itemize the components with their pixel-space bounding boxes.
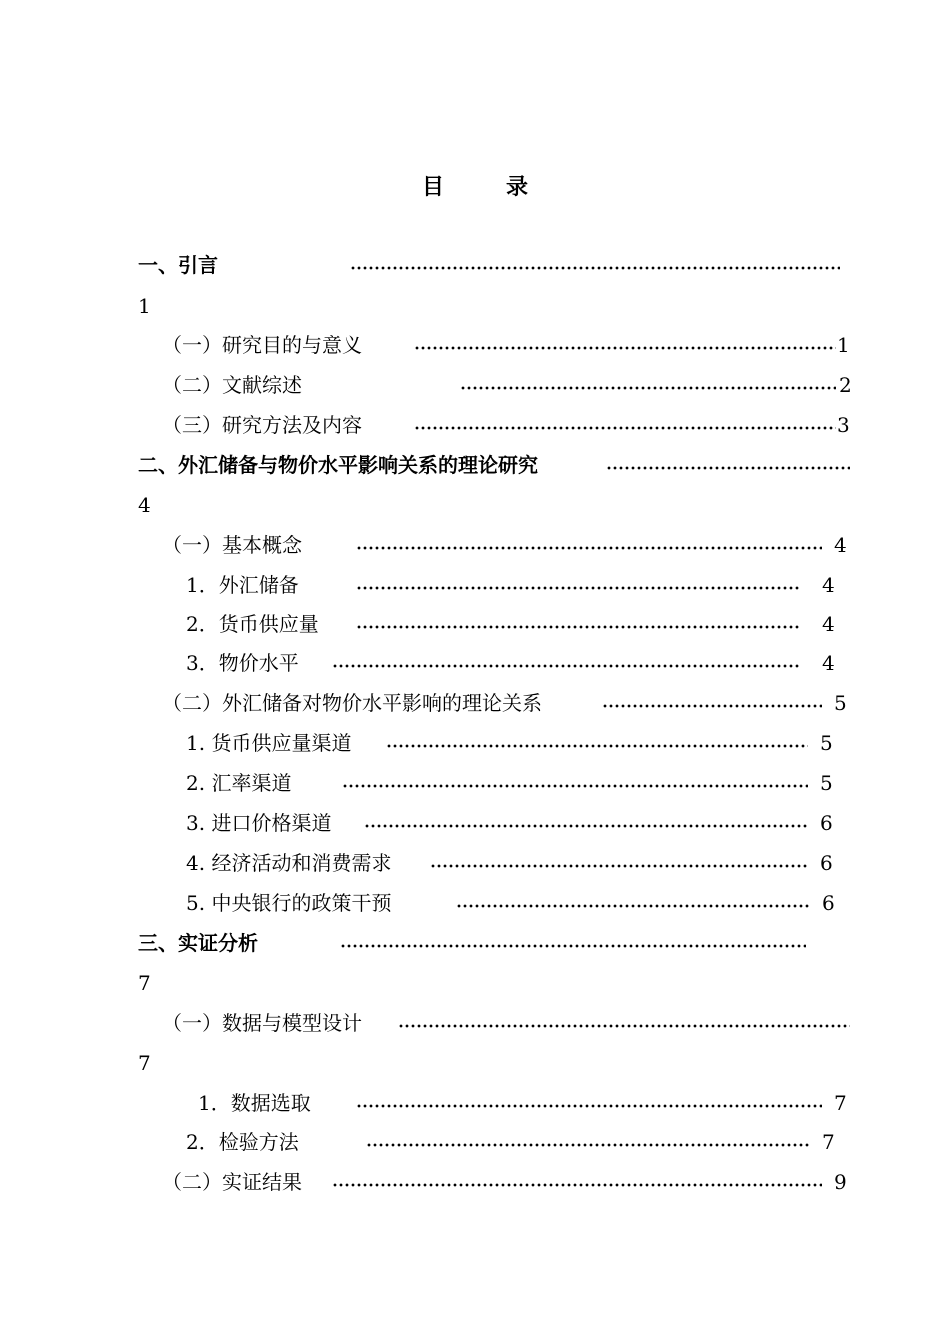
- toc-entry-methods[interactable]: [162, 410, 862, 440]
- toc-entry-page-wrapped: 7: [138, 1051, 151, 1075]
- toc-entry-page-wrapped: 4: [138, 493, 151, 517]
- leader-dots: [356, 530, 822, 560]
- toc-entry-label: 2. 汇率渠道: [186, 771, 292, 795]
- toc-entry-label: （二）实证结果: [162, 1170, 302, 1194]
- toc-entry-label: （三）研究方法及内容: [162, 413, 362, 437]
- leader-dots: [398, 1008, 850, 1038]
- toc-entry-channel-money[interactable]: [186, 728, 846, 758]
- toc-entry-page: 5: [820, 731, 833, 755]
- leader-dots: [350, 250, 840, 280]
- toc-entry-label: （二）外汇储备对物价水平影响的理论关系: [162, 691, 542, 715]
- leader-dots: [414, 410, 836, 440]
- toc-entry-page: 4: [834, 533, 847, 557]
- toc-entry-page: 6: [820, 851, 833, 875]
- toc-entry-literature[interactable]: [162, 370, 862, 400]
- toc-entry-page: 5: [834, 691, 847, 715]
- toc-title-char-2: 录: [506, 175, 529, 200]
- leader-dots: [364, 808, 808, 838]
- toc-entry-label: 2．货币供应量: [186, 612, 319, 636]
- toc-entry-page: 4: [822, 612, 835, 636]
- toc-entry-page: 3: [837, 413, 850, 437]
- leader-dots: [342, 768, 808, 798]
- toc-entry-page: 9: [834, 1170, 847, 1194]
- toc-entry-label: （二）文献综述: [162, 373, 302, 397]
- toc-entry-page: 5: [820, 771, 833, 795]
- toc-entry-label: 4. 经济活动和消费需求: [186, 851, 392, 875]
- toc-title: [0, 170, 950, 201]
- toc-entry-label: 三、实证分析: [138, 931, 258, 955]
- toc-entry-data-selection[interactable]: [198, 1088, 858, 1118]
- leader-dots: [414, 330, 836, 360]
- leader-dots: [356, 570, 800, 600]
- toc-entry-label: 1．外汇储备: [186, 573, 299, 597]
- leader-dots: [386, 728, 808, 758]
- toc-entry-channel-import[interactable]: [186, 808, 846, 838]
- toc-entry-fx-reserve[interactable]: [186, 570, 846, 600]
- toc-entry-label: （一）基本概念: [162, 533, 302, 557]
- toc-entry-label: 3．物价水平: [186, 651, 299, 675]
- toc-entry-test-method[interactable]: [186, 1127, 846, 1157]
- leader-dots: [332, 648, 800, 678]
- toc-entry-label: 3. 进口价格渠道: [186, 811, 332, 835]
- toc-entry-label: 5. 中央银行的政策干预: [186, 891, 392, 915]
- leader-dots: [340, 928, 806, 958]
- leader-dots: [606, 450, 850, 480]
- toc-entry-page: 6: [820, 811, 833, 835]
- toc-entry-channel-demand[interactable]: [186, 848, 846, 878]
- toc-entry-purpose[interactable]: [162, 330, 862, 360]
- toc-entry-theory[interactable]: [138, 450, 858, 480]
- toc-entry-label: 1．数据选取: [198, 1091, 311, 1115]
- toc-entry-channel-fx[interactable]: [186, 768, 846, 798]
- toc-entry-page-wrapped: 7: [138, 971, 151, 995]
- toc-entry-label: 1. 货币供应量渠道: [186, 731, 352, 755]
- leader-dots: [602, 688, 822, 718]
- leader-dots: [356, 609, 800, 639]
- toc-entry-page: 6: [822, 891, 835, 915]
- toc-entry-page: 1: [837, 333, 850, 357]
- toc-entry-label: 一、引言: [138, 253, 218, 277]
- leader-dots: [456, 888, 810, 918]
- toc-entry-label: 二、外汇储备与物价水平影响关系的理论研究: [138, 453, 538, 477]
- leader-dots: [366, 1127, 810, 1157]
- toc-entry-label: （一）数据与模型设计: [162, 1011, 362, 1035]
- toc-entry-results[interactable]: [162, 1167, 862, 1197]
- leader-dots: [356, 1088, 822, 1118]
- toc-entry-page: 4: [822, 651, 835, 675]
- toc-title-char-1: 目: [421, 175, 444, 200]
- toc-entry-page-wrapped: 1: [138, 294, 151, 318]
- leader-dots: [332, 1167, 822, 1197]
- toc-entry-page: 4: [822, 573, 835, 597]
- toc-entry-money-supply[interactable]: [186, 609, 846, 639]
- toc-entry-theory-relation[interactable]: [162, 688, 862, 718]
- toc-entry-channel-policy[interactable]: [186, 888, 846, 918]
- toc-entry-intro[interactable]: [138, 250, 858, 280]
- toc-entry-empirical[interactable]: [138, 928, 858, 958]
- toc-entry-page: 7: [834, 1091, 847, 1115]
- toc-entry-page: 2: [839, 373, 852, 397]
- toc-entry-label: 2．检验方法: [186, 1130, 299, 1154]
- leader-dots: [430, 848, 808, 878]
- toc-entry-price-level[interactable]: [186, 648, 846, 678]
- leader-dots: [460, 370, 836, 400]
- toc-entry-label: （一）研究目的与意义: [162, 333, 362, 357]
- toc-entry-data-model[interactable]: [162, 1008, 862, 1038]
- toc-entry-concepts[interactable]: [162, 530, 862, 560]
- toc-entry-page: 7: [822, 1130, 835, 1154]
